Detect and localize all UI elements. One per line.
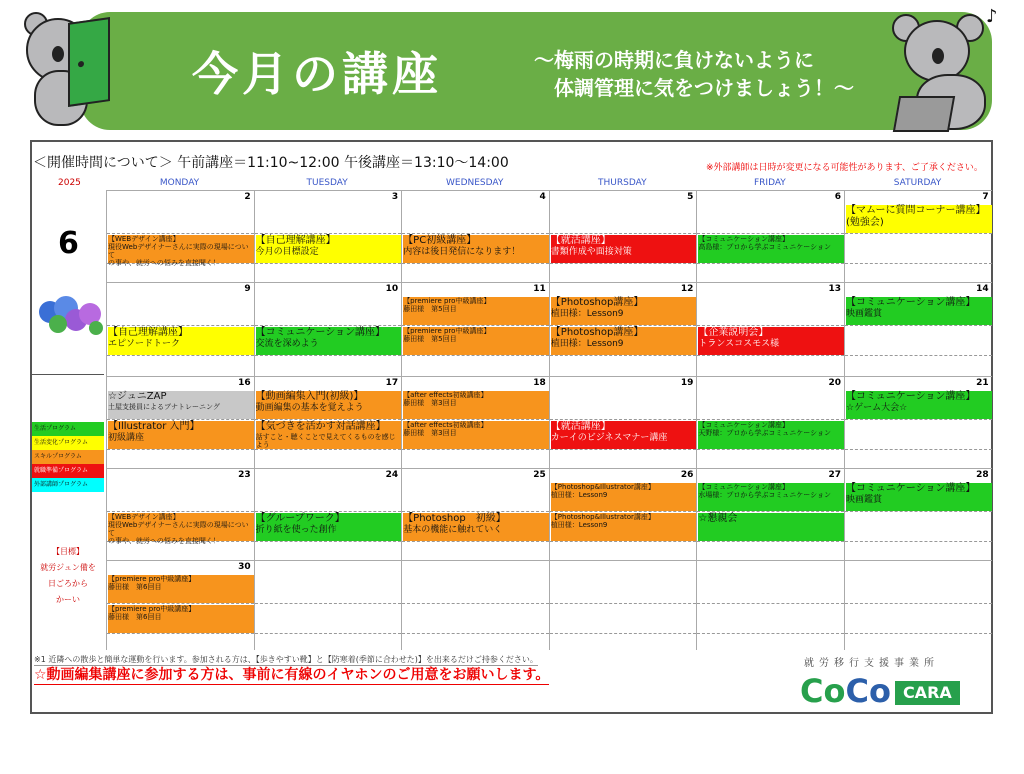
event-block[interactable] [256, 421, 402, 449]
event-detail: 動画編集の基本を覚えよう [255, 402, 364, 413]
event-detail: 植田様：Lesson9 [550, 308, 624, 319]
day-cell[interactable] [696, 560, 844, 650]
goal-line: 日ごろから [48, 579, 88, 588]
event-block[interactable] [403, 327, 549, 355]
event-note: 【premiere pro中級講座】 [108, 575, 196, 583]
day-number: 12 [680, 284, 694, 294]
event-detail: 折り紙を使った創作 [255, 524, 337, 535]
slot-divider [550, 633, 697, 634]
day-cell[interactable] [549, 560, 697, 650]
slot-divider [255, 449, 402, 450]
event-note: 【premiere pro中級講座】 [403, 297, 491, 305]
slot-divider [255, 355, 402, 356]
event-title: 【就活講座】 [550, 235, 611, 246]
event-block[interactable] [403, 421, 549, 449]
day-cell[interactable] [106, 282, 254, 376]
event-note: 【WEBデザイン講座】 [108, 235, 180, 243]
event-note: 【premiere pro中級講座】 [403, 327, 491, 335]
slot-divider [550, 233, 697, 234]
slot-divider [255, 419, 402, 420]
event-note: 【コミュニケーション講座】 [698, 483, 789, 491]
day-number: 11 [533, 284, 546, 294]
event-block[interactable] [551, 327, 697, 355]
hours-notice: ＜開催時間について＞ 午前講座＝11:10~12:00 午後講座＝13:10～14:00 [33, 155, 509, 171]
goal-title: 【目標】 [52, 547, 84, 556]
day-cell[interactable] [696, 282, 844, 376]
slot-divider [845, 233, 992, 234]
goal-block [32, 544, 104, 608]
day-cell[interactable] [254, 560, 402, 650]
day-number: 10 [385, 284, 399, 294]
day-cell[interactable] [401, 376, 549, 468]
slot-divider [550, 449, 697, 450]
slot-divider [845, 449, 992, 450]
event-title: 【コミュニケーション講座】 [846, 483, 976, 494]
slot-divider [550, 419, 697, 420]
day-number: 30 [238, 562, 251, 572]
page-subtitle: ～梅雨の時期に負けないように 体調管理に気をつけましょう！～ [534, 48, 854, 100]
day-number: 13 [828, 284, 841, 294]
day-number: 2 [244, 192, 251, 202]
slot-divider [402, 233, 549, 234]
day-number: 4 [539, 192, 546, 202]
event-title: 【Photoshop講座】 [550, 297, 644, 308]
page-title: 今月の講座 [192, 47, 442, 101]
slot-divider [845, 603, 992, 604]
footer-announcement: ☆動画編集講座に参加する方は、事前に有線のイヤホンのご用意をお願いします。 [34, 664, 549, 685]
event-detail: エピソードトーク [108, 338, 181, 349]
slot-divider [107, 449, 254, 450]
legend-item: スキルプログラム [32, 450, 104, 464]
instructor-warning: ※外部講師は日時が変更になる可能性があります、ご了承ください。 [706, 163, 983, 173]
day-number: 25 [533, 470, 546, 480]
slot-divider [255, 263, 402, 264]
slot-divider [107, 511, 254, 512]
event-title: 【コミュニケーション講座】 [846, 391, 976, 402]
event-block[interactable] [403, 297, 549, 325]
event-detail: 内容は後日発信になります！ [403, 246, 521, 257]
event-block[interactable] [108, 605, 254, 633]
event-note: 藤田様 第5回目 [403, 305, 457, 314]
event-block[interactable] [551, 297, 697, 325]
event-block[interactable] [403, 235, 549, 263]
day-cell[interactable] [401, 282, 549, 376]
event-title: 【自己理解講座】 [255, 235, 336, 246]
event-block[interactable] [698, 235, 844, 263]
day-cell[interactable] [844, 376, 992, 468]
door-icon [68, 17, 110, 107]
event-note: 【WEBデザイン講座】 [108, 513, 180, 521]
slot-divider [697, 633, 844, 634]
day-cell[interactable] [549, 282, 697, 376]
day-cell[interactable] [106, 376, 254, 468]
slot-divider [550, 325, 697, 326]
slot-divider [550, 541, 697, 542]
event-block[interactable] [108, 235, 254, 268]
event-detail: 映画鑑賞 [846, 308, 883, 319]
day-cell[interactable] [401, 190, 549, 282]
day-number: 9 [244, 284, 251, 294]
day-cell[interactable] [254, 190, 402, 282]
slot-divider [845, 325, 992, 326]
event-note: 【Photoshop&Illustrator講座】 [550, 513, 655, 521]
event-note: 【コミュニケーション講座】 [698, 421, 789, 429]
weekday-tuesday: TUESDAY [306, 178, 348, 188]
slot-divider [402, 511, 549, 512]
event-note: 【after effects初級講座】 [403, 391, 488, 399]
weekday-thursday: THURSDAY [598, 178, 647, 188]
day-cell[interactable] [696, 468, 844, 560]
day-number: 14 [976, 284, 989, 294]
day-cell[interactable] [696, 190, 844, 282]
slot-divider [697, 325, 844, 326]
slot-divider [255, 233, 402, 234]
day-cell[interactable] [106, 190, 254, 282]
event-detail: 交流を深めよう [255, 338, 319, 349]
goal-line: かーい [56, 595, 80, 604]
event-title: 【Photoshop 初級】 [403, 513, 506, 524]
event-note: の事や、就労への悩みを直接聞く！ [108, 259, 220, 268]
event-title: 【就活講座】 [550, 421, 611, 432]
calendar-year: 2025 [58, 178, 81, 188]
slot-divider [107, 355, 254, 356]
day-number: 23 [238, 470, 251, 480]
slot-divider [402, 419, 549, 420]
event-title: 【マムーに質問コーナー講座】(勉強会) [846, 205, 986, 228]
event-note: 藤田様 第3回目 [403, 429, 457, 438]
day-number: 18 [533, 378, 546, 388]
slot-divider [845, 355, 992, 356]
slot-divider [402, 633, 549, 634]
event-detail: 映画鑑賞 [846, 494, 883, 505]
day-cell[interactable] [549, 468, 697, 560]
event-note: 藤田様 第5回目 [403, 335, 457, 344]
legend-item: 外部講師プログラム [32, 478, 104, 492]
event-title: ☆ジュニZAP [108, 391, 167, 402]
event-block[interactable] [256, 391, 402, 419]
weekday-monday: MONDAY [159, 178, 200, 188]
slot-divider [402, 603, 549, 604]
slot-divider [845, 511, 992, 512]
event-note: 【コミュニケーション講座】 [698, 235, 789, 243]
slot-divider [107, 633, 254, 634]
cocara-logo: CoCo CARA [800, 672, 960, 710]
slot-divider [255, 541, 402, 542]
event-title: 【PC初級講座】 [403, 235, 477, 246]
slot-divider [697, 355, 844, 356]
event-block[interactable] [108, 513, 254, 546]
slot-divider [697, 233, 844, 234]
event-title: 【動画編集入門(初級)】 [255, 391, 364, 402]
weekday-wednesday: WEDNESDAY [446, 178, 504, 188]
day-cell[interactable] [401, 468, 549, 560]
day-cell[interactable] [254, 282, 402, 376]
left-divider [32, 374, 104, 375]
event-block[interactable] [403, 513, 549, 541]
event-detail: 初級講座 [108, 432, 145, 443]
slot-divider [107, 325, 254, 326]
event-block[interactable] [551, 421, 697, 449]
event-detail: トランスコスモス様 [698, 338, 780, 349]
event-title: 【企業説明会】 [698, 327, 769, 338]
slot-divider [550, 355, 697, 356]
day-cell[interactable] [844, 468, 992, 560]
event-title: 【Illustrator 入門】 [108, 421, 200, 432]
slot-divider [697, 419, 844, 420]
slot-divider [402, 449, 549, 450]
slot-divider [550, 511, 697, 512]
event-title: 【Photoshop講座】 [550, 327, 644, 338]
event-block[interactable] [846, 297, 992, 325]
event-block[interactable] [108, 327, 254, 355]
event-note: 【premiere pro中級講座】 [108, 605, 196, 613]
event-note: 【after effects初級講座】 [403, 421, 488, 429]
weekday-friday: FRIDAY [753, 178, 786, 188]
event-detail: ☆ゲーム大会☆ [846, 402, 908, 413]
event-note: 高島様：プロから学ぶコミュニケーション [698, 243, 831, 252]
event-note: 現役Webデザイナーさんに実際の現場について [108, 243, 249, 260]
event-note: 現役Webデザイナーさんに実際の現場について [108, 521, 249, 538]
day-number: 19 [680, 378, 694, 388]
slot-divider [255, 325, 402, 326]
event-note: 天野様：プロから学ぶコミュニケーション [698, 429, 831, 438]
day-number: 7 [982, 192, 989, 202]
slot-divider [845, 263, 992, 264]
event-title: 【コミュニケーション講座】 [846, 297, 976, 308]
slot-divider [402, 263, 549, 264]
day-cell[interactable] [254, 376, 402, 468]
slot-divider [697, 449, 844, 450]
day-number: 5 [687, 192, 694, 202]
legend-item: 生活変化プログラム [32, 436, 104, 450]
slot-divider [697, 603, 844, 604]
slot-divider [697, 541, 844, 542]
event-block[interactable] [256, 235, 402, 263]
event-block[interactable] [108, 421, 254, 449]
org-name: 就労移行支援事業所 [804, 658, 939, 669]
event-detail: 書類作成や面接対策 [550, 246, 632, 257]
slot-divider [402, 355, 549, 356]
day-cell[interactable] [549, 190, 697, 282]
slot-divider [845, 419, 992, 420]
event-detail: 今月の目標設定 [255, 246, 319, 257]
event-note: 藤田様 第3回目 [403, 399, 457, 408]
day-number: 16 [238, 378, 251, 388]
event-note: 藤田様 第6回目 [108, 583, 162, 592]
event-block[interactable] [551, 513, 697, 541]
event-title: 【自己理解講座】 [108, 327, 188, 338]
event-block[interactable] [108, 391, 254, 419]
slot-divider [697, 263, 844, 264]
slot-divider [255, 603, 402, 604]
event-block[interactable] [698, 513, 844, 541]
event-title: 【グループワーク】 [255, 513, 345, 524]
koala-right-head-icon [904, 20, 970, 82]
day-cell[interactable] [844, 190, 992, 282]
event-block[interactable] [846, 483, 992, 511]
day-number: 3 [391, 192, 399, 202]
day-number: 24 [385, 470, 399, 480]
legend-item: 生活プログラム [32, 422, 104, 436]
event-detail: 植田様：Lesson9 [550, 338, 624, 349]
day-number: 17 [385, 378, 399, 388]
music-note-icon: ♪ [986, 6, 998, 27]
event-note: 【Photoshop&Illustrator講座】 [550, 483, 655, 491]
slot-divider [550, 263, 697, 264]
event-note: 土屋支援員によるブナトレーニング [108, 402, 220, 411]
slot-divider [550, 603, 697, 604]
weekday-saturday: SATURDAY [893, 178, 942, 188]
event-title: 【気づきを活かす対話講座】 [255, 421, 386, 432]
day-cell[interactable] [254, 468, 402, 560]
slot-divider [697, 511, 844, 512]
event-note: 話すこと・聴くことで見えてくるものを感じよう [255, 432, 396, 449]
event-block[interactable] [698, 421, 844, 449]
footer-note: ※1 近隣への散歩と簡単な運動を行います。参加される方は、【歩きやすい靴】と【防寒着(季節に合わせた)】を出来るだけご持参ください。 [34, 655, 538, 664]
event-block[interactable] [108, 575, 254, 603]
event-detail: カーイのビジネスマナー講座 [550, 432, 668, 443]
day-cell[interactable] [549, 376, 697, 468]
event-block[interactable] [846, 391, 992, 419]
event-block[interactable] [256, 327, 402, 355]
event-note: 植田様：Lesson9 [550, 521, 608, 530]
hydrangea-icon [36, 294, 104, 338]
day-cell[interactable] [401, 560, 549, 650]
event-block[interactable] [698, 327, 844, 355]
slot-divider [845, 633, 992, 634]
event-block[interactable] [256, 513, 402, 541]
event-block[interactable] [698, 483, 844, 511]
slot-divider [402, 541, 549, 542]
day-number: 28 [976, 470, 989, 480]
day-number: 26 [680, 470, 694, 480]
event-note: の事や、就労への悩みを直接聞く！ [108, 537, 220, 546]
slot-divider [255, 633, 402, 634]
calendar-grid [106, 190, 992, 650]
day-number: 6 [834, 192, 841, 202]
event-detail: 基本の機能に触れていく [403, 524, 503, 535]
day-number: 21 [976, 378, 989, 388]
calendar-month: 6 [58, 226, 79, 261]
day-cell[interactable] [696, 376, 844, 468]
day-cell[interactable] [106, 560, 254, 650]
event-note: 藤田様 第6回目 [108, 613, 162, 622]
slot-divider [255, 511, 402, 512]
day-cell[interactable] [844, 560, 992, 650]
day-number: 20 [828, 378, 841, 388]
event-block[interactable] [551, 483, 697, 511]
event-note: 水場様：プロから学ぶコミュニケーション [698, 491, 831, 500]
slot-divider [107, 419, 254, 420]
slot-divider [845, 541, 992, 542]
event-note: 植田様：Lesson9 [550, 491, 608, 500]
slot-divider [402, 325, 549, 326]
event-block[interactable] [551, 235, 697, 263]
day-cell[interactable] [844, 282, 992, 376]
laptop-icon [893, 96, 955, 132]
slot-divider [107, 603, 254, 604]
day-number: 27 [828, 470, 841, 480]
slot-divider [107, 233, 254, 234]
event-title: ☆懇親会 [698, 513, 738, 524]
event-block[interactable] [403, 391, 549, 419]
event-block[interactable] [846, 205, 992, 233]
day-cell[interactable] [106, 468, 254, 560]
event-title: 【コミュニケーション講座】 [255, 327, 385, 338]
goal-line: 就労ジュン備を [40, 563, 96, 572]
legend-item: 就職準備プログラム [32, 464, 104, 478]
